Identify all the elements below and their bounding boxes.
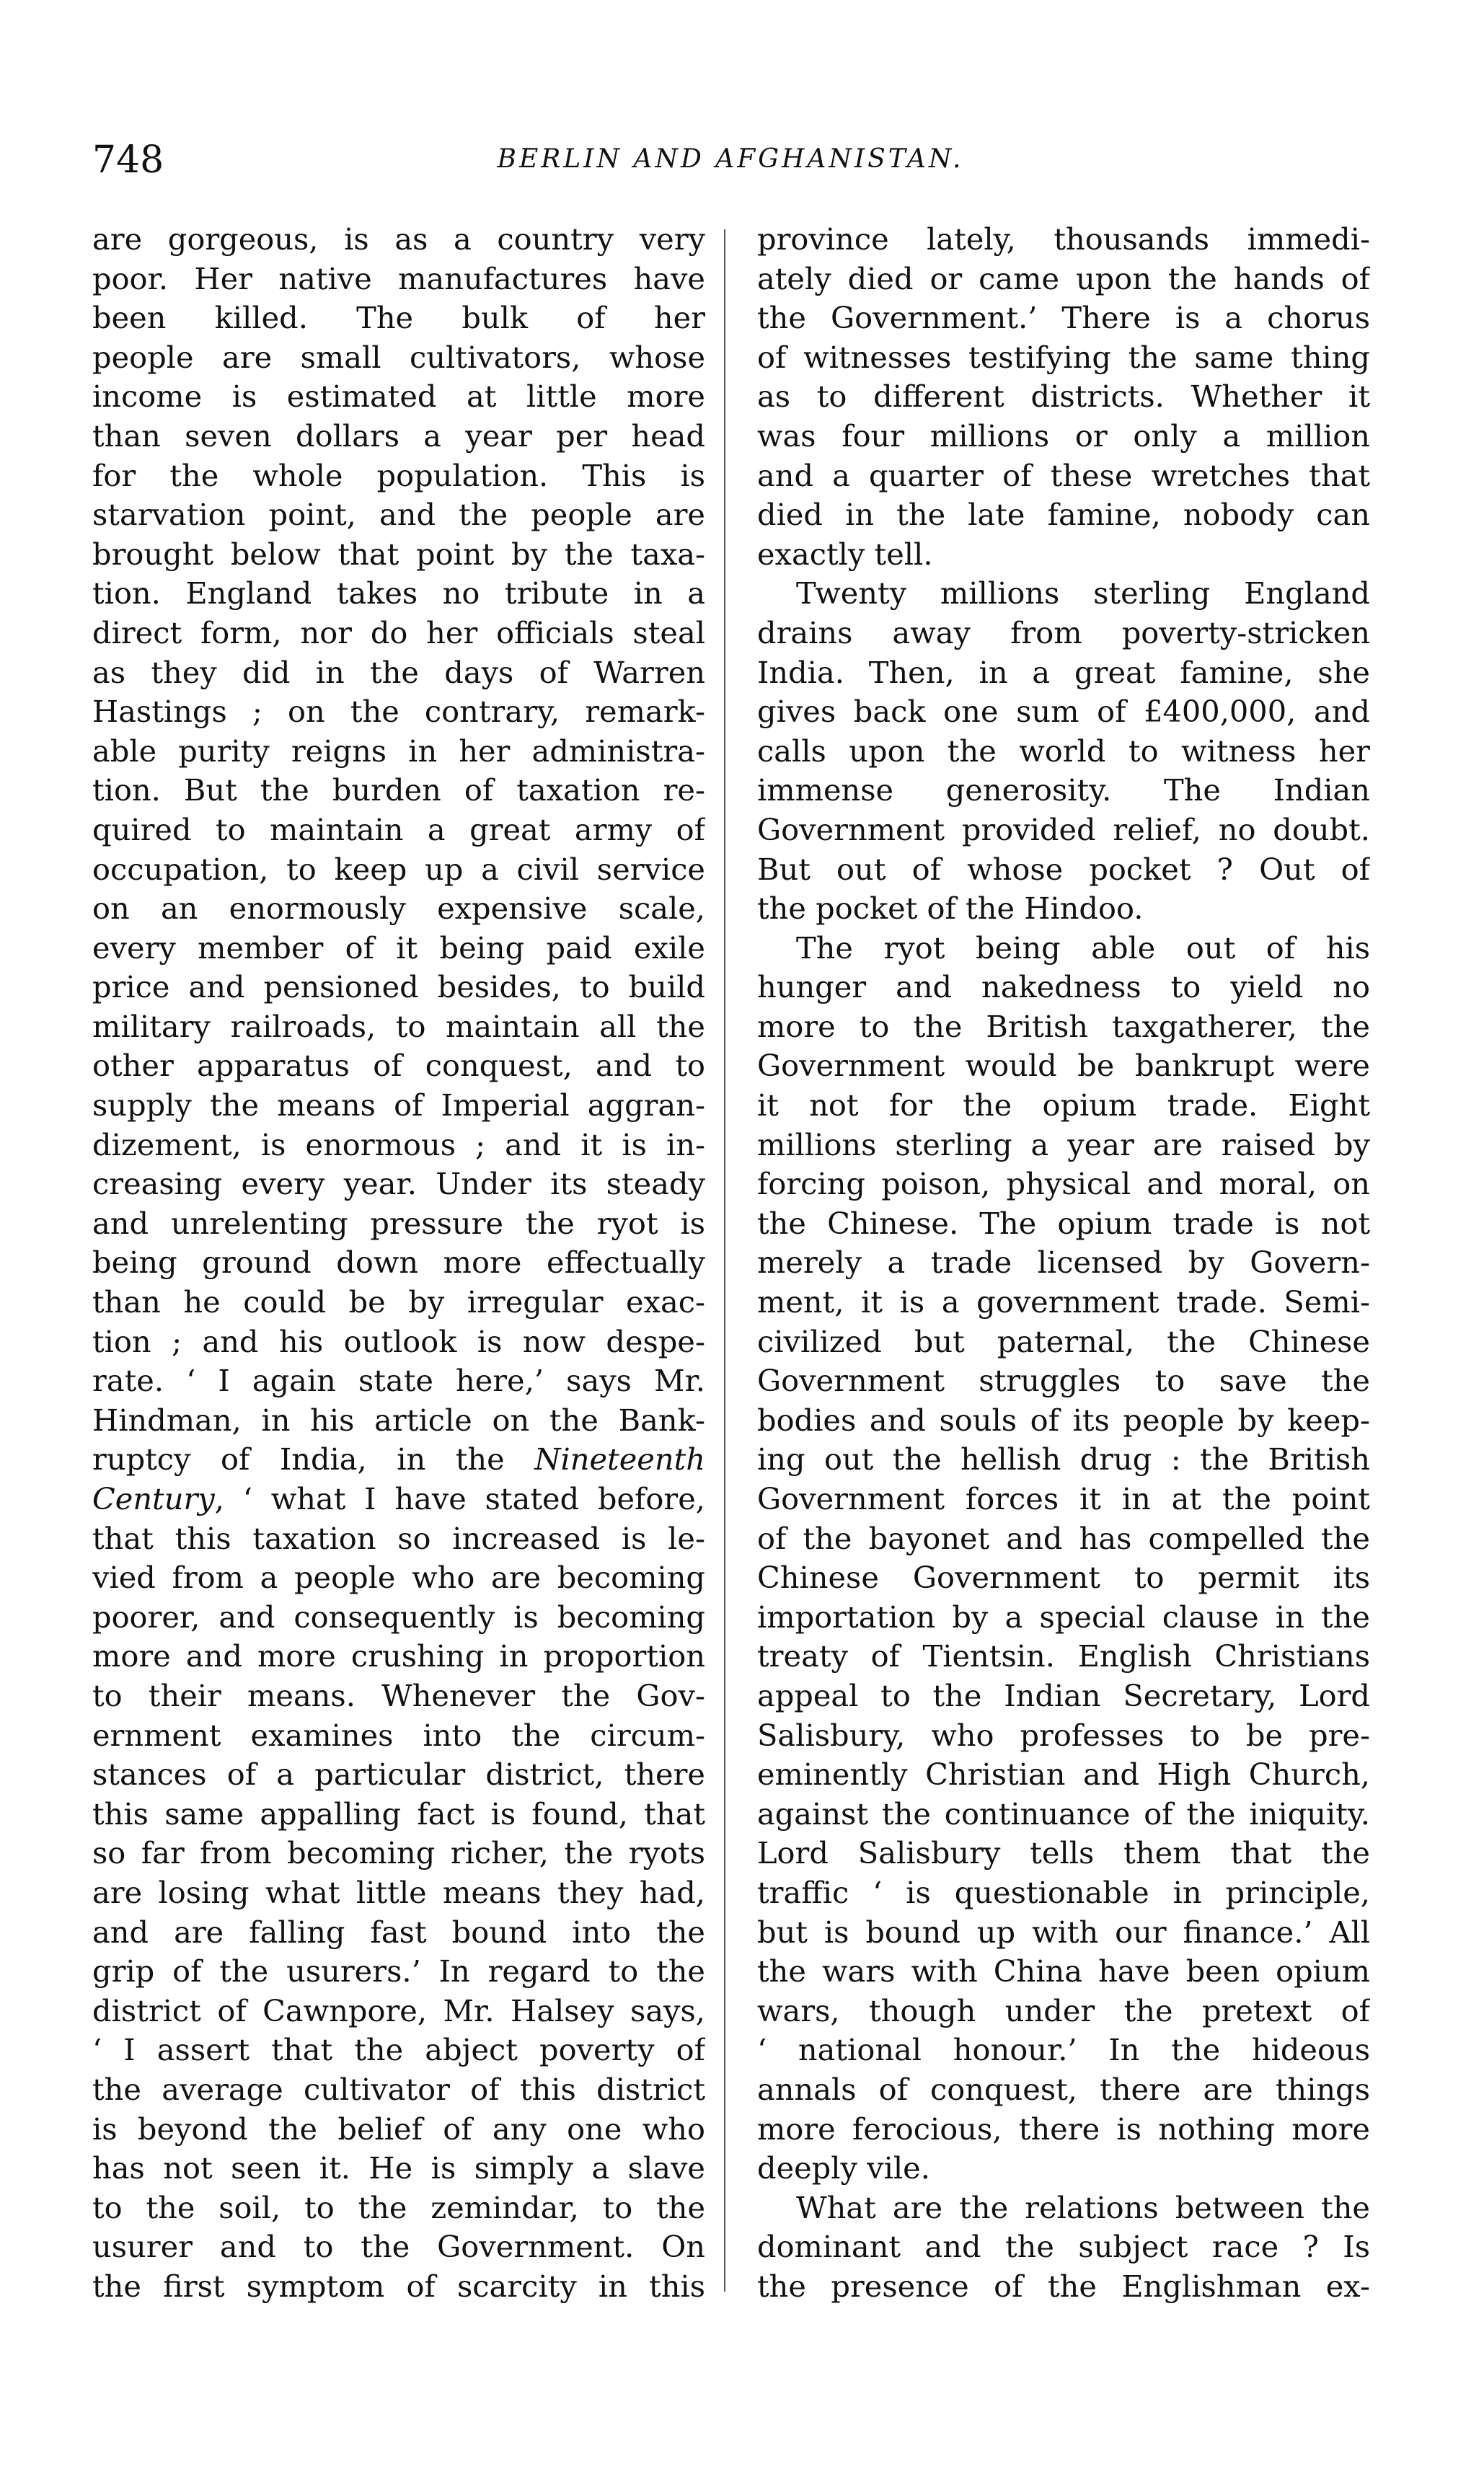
text-line: ately died or came upon the hands of (757, 260, 1370, 296)
right-column (757, 220, 1370, 2306)
text-line: and unrelenting pressure the ryot is (92, 1205, 705, 1241)
text-line: grip of the usurers.’ In regard to the (92, 1953, 705, 1989)
text-line: the wars with China have been opium (757, 1953, 1370, 1989)
text-line: treaty of Tientsin. English Christians (757, 1638, 1370, 1674)
italic-title: Century (92, 1481, 215, 1516)
running-head (92, 138, 1369, 189)
text-line: the Government.’ There is a chorus (757, 300, 1370, 336)
text-line: Twenty millions sterling England (796, 575, 1370, 611)
text-line: The ryot being able out of his (796, 929, 1370, 966)
text-line: more and more crushing in proportion (92, 1638, 705, 1674)
text-line: stances of a particular district, there (92, 1757, 705, 1793)
text-line: supply the means of Imperial aggran- (92, 1087, 705, 1123)
text-line: appeal to the Indian Secretary, Lord (757, 1677, 1370, 1713)
text-line: tion. But the burden of taxation re- (92, 772, 705, 808)
text-line: this same appalling fact is found, that (92, 1796, 705, 1832)
text-line: immense generosity. The Indian (757, 772, 1370, 808)
text-line: price and pensioned besides, to build (92, 969, 705, 1005)
text-line: civilized but paternal, the Chinese (757, 1323, 1370, 1359)
text-line: as they did in the days of Warren (92, 654, 705, 690)
text-line: tion. England takes no tribute in a (92, 575, 705, 611)
text-line: But out of whose pocket ? Out of (757, 851, 1370, 887)
text-line: than seven dollars a year per head (92, 418, 705, 454)
text-line: more ferocious, there is nothing more (757, 2111, 1370, 2147)
text-line: is beyond the belief of any one who (92, 2111, 705, 2147)
text-line: Salisbury, who professes to be pre- (757, 1717, 1370, 1753)
text-line: and a quarter of these wretches that (757, 457, 1370, 493)
text-line: for the whole population. This is (92, 457, 705, 493)
text-line: bodies and souls of its people by keep- (757, 1402, 1370, 1438)
page-number: 748 (92, 138, 164, 182)
text-line: rate. ‘ I again state here,’ says Mr. (92, 1363, 705, 1399)
text-line: Government would be bankrupt were (757, 1048, 1370, 1084)
text-line: tion ; and his outlook is now despe- (92, 1323, 705, 1359)
text-line: the presence of the Englishman ex- (757, 2268, 1370, 2304)
text-line: as to different districts. Whether it (757, 379, 1370, 415)
text-line: was four millions or only a million (757, 418, 1370, 454)
text-line: the first symptom of scarcity in this (92, 2268, 705, 2304)
text-line: traffic ‘ is questionable in principle, (757, 1874, 1370, 1910)
text-line: died in the late famine, nobody can (757, 497, 1370, 533)
text-line: to their means. Whenever the Gov- (92, 1677, 705, 1713)
text-line: direct form, nor do her officials steal (92, 614, 705, 650)
text-line: the Chinese. The opium trade is not (757, 1205, 1370, 1241)
left-column (92, 220, 705, 2306)
text-line: on an enormously expensive scale, (92, 891, 705, 927)
text-line: Hastings ; on the contrary, remark- (92, 694, 705, 730)
text-line: ing out the hellish drug : the British (757, 1441, 1370, 1478)
text-line: are losing what little means they had, (92, 1874, 705, 1910)
text-line: military railroads, to maintain all the (92, 1008, 705, 1044)
text-line: it not for the opium trade. Eight (757, 1087, 1370, 1123)
text-line: eminently Christian and High Church, (757, 1757, 1370, 1793)
text-line: usurer and to the Government. On (92, 2229, 705, 2265)
text-line: Lord Salisbury tells them that the (757, 1835, 1370, 1871)
text-line: wars, though under the pretext of (757, 1992, 1370, 2028)
text-line: but is bound up with our finance.’ All (757, 1914, 1370, 1950)
text-line: Hindman, in his article on the Bank- (92, 1402, 705, 1438)
text-line: Government forces it in at the point (757, 1481, 1370, 1516)
text-line: dizement, is enormous ; and it is in- (92, 1126, 705, 1162)
text-line: poor. Her native manufactures have (92, 260, 705, 296)
text-line: being ground down more effectually (92, 1245, 705, 1281)
text-line: every member of it being paid exile (92, 929, 705, 966)
text-line: creasing every year. Under its steady (92, 1166, 705, 1202)
text-line: brought below that point by the taxa- (92, 536, 705, 572)
text-line: drains away from poverty-stricken (757, 614, 1370, 650)
text-line: starvation point, and the people are (92, 497, 705, 533)
text-line: deeply vile. (757, 2150, 930, 2186)
text-line: merely a trade licensed by Govern- (757, 1245, 1370, 1281)
text-line: importation by a special clause in the (757, 1599, 1370, 1635)
text-line: India. Then, in a great famine, she (757, 654, 1370, 690)
text-line: has not seen it. He is simply a slave (92, 2150, 705, 2186)
text-line: income is estimated at little more (92, 379, 705, 415)
text-line: calls upon the world to witness her (757, 733, 1370, 769)
text-line: been killed. The bulk of her (92, 300, 705, 336)
text-line: the average cultivator of this district (92, 2071, 705, 2107)
text-line: other apparatus of conquest, and to (92, 1048, 705, 1084)
text-line: against the continuance of the iniquity. (757, 1796, 1370, 1832)
text-line: that this taxation so increased is le- (92, 1520, 705, 1556)
text-line: of the bayonet and has compelled the (757, 1520, 1370, 1556)
text-line: Government provided relief, no doubt. (757, 811, 1370, 847)
text-line: more to the British taxgatherer, the (757, 1008, 1370, 1044)
column-divider (724, 229, 725, 2292)
text-line: annals of conquest, there are things (757, 2071, 1370, 2107)
text-line: Century, ‘ what I have stated before, (92, 1481, 705, 1516)
text-line: ruptcy of India, in the Nineteenth (92, 1441, 705, 1478)
text-line: so far from becoming richer, the ryots (92, 1835, 705, 1871)
text-line: Chinese Government to permit its (757, 1560, 1370, 1596)
text-line: millions sterling a year are raised by (757, 1126, 1370, 1162)
running-title: BERLIN AND AFGHANISTAN. (497, 144, 964, 174)
text-line: occupation, to keep up a civil service (92, 851, 705, 887)
text-line: and are falling fast bound into the (92, 1914, 705, 1950)
text-line: to the soil, to the zemindar, to the (92, 2189, 705, 2225)
text-line: of witnesses testifying the same thing (757, 339, 1370, 375)
text-line: able purity reigns in her administra- (92, 733, 705, 769)
text-line: ‘ I assert that the abject poverty of (92, 2032, 705, 2068)
text-line: dominant and the subject race ? Is (757, 2229, 1370, 2265)
text-line: Government struggles to save the (757, 1363, 1370, 1399)
text-line: ‘ national honour.’ In the hideous (757, 2032, 1370, 2068)
text-line: province lately, thousands immedi- (757, 221, 1370, 257)
text-line: gives back one sum of £400,000, and (757, 694, 1370, 730)
text-line: quired to maintain a great army of (92, 811, 705, 847)
text-line: hunger and nakedness to yield no (757, 969, 1370, 1005)
text-line: the pocket of the Hindoo. (757, 891, 1144, 927)
text-line: than he could be by irregular exac- (92, 1284, 705, 1320)
text-line: exactly tell. (757, 536, 933, 572)
italic-title: Nineteenth (534, 1441, 705, 1478)
text-line: district of Cawnpore, Mr. Halsey says, (92, 1992, 705, 2028)
text-line: are gorgeous, is as a country very (92, 221, 705, 257)
text-line: ernment examines into the circum- (92, 1717, 705, 1753)
text-line: forcing poison, physical and moral, on (757, 1166, 1370, 1202)
text-line: What are the relations between the (796, 2189, 1370, 2225)
text-line: ment, it is a government trade. Semi- (757, 1284, 1370, 1320)
text-line: people are small cultivators, whose (92, 339, 705, 375)
text-line: vied from a people who are becoming (92, 1560, 705, 1596)
text-line: poorer, and consequently is becoming (92, 1599, 705, 1635)
